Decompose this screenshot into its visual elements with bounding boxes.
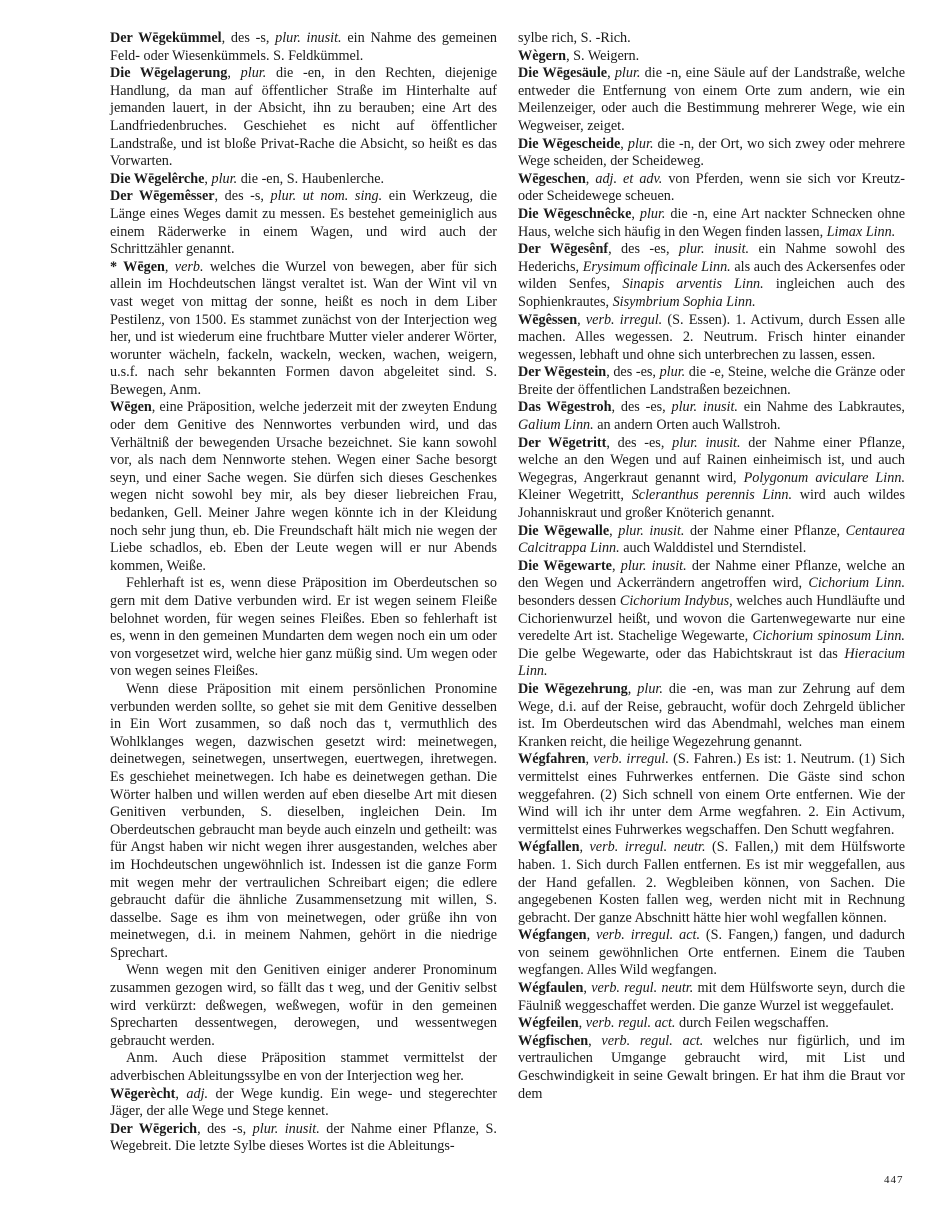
grammar-note: plur. inusit. xyxy=(671,399,738,416)
entry-text: , xyxy=(607,65,615,82)
entry-text: der Wege kundig. Ein wege- und stegerechter Jäger, der alle Wege und Stege kennet. xyxy=(110,1085,497,1120)
headword: Der Wēgerich xyxy=(110,1120,198,1137)
entry-text: , des -es, xyxy=(606,434,673,451)
entry-text: die -e, Steine, welche die Gränze oder Breite der öffentlichen Landstraßen bezeichnen. xyxy=(518,364,905,398)
entry-text: die -en, in den Rechten, diejenige Handlung, da man auf öffentlicher Straße im Hinterhalte auf jemanden lauert, in der Absicht, ihn zu berauben; eine Art des Landfriedenbruches. Geschiehet es nicht auf öffentlicher Landstraße, und ist bloße Privat-Rache die Absicht, so heißt es das Vorwarten. xyxy=(110,65,498,170)
entry-text: besonders dessen xyxy=(518,593,620,609)
headword: Die Wēgelagerung xyxy=(110,65,228,82)
entry-text: die -n, eine Säule auf der Landstraße, welche entweder die Entfernung von einem Orte zum andern, wie ein Meilenzeiger, oder auch die Bestimmung mehrerer Wege, wie ein Wegweiser, zeiget. xyxy=(518,65,905,134)
entry-text: der Nahme einer Pflanze, xyxy=(684,522,846,539)
entry-text: die -n, der Ort, wo sich zwey oder mehrere Wege scheiden, der Scheideweg. xyxy=(518,135,906,170)
entry-text: Kleiner Wegetritt, xyxy=(518,487,632,504)
grammar-note: plur. xyxy=(240,65,267,82)
entry-text: die -en, was man zur Zehrung auf dem Wege, d.i. auf der Reise, gebraucht, wofür doch Zehrgeld üblicher ist. Im Oberdeutschen wird das Abendmahl, welches man einem Kranken reicht, die heilige Wegezehrung genannt. xyxy=(518,680,905,750)
headword: Der Wēgesênf xyxy=(518,241,609,258)
entry-text: welches auch Hundläufte und Cichorienwurzel heißt, und wovon die Gartenwegewarte nur eine veredelte Art ist. Stachelige Wegewarte, xyxy=(518,593,905,645)
continuation-paragraph: Fehlerhaft ist es, wenn diese Präposition im Oberdeutschen so gern mit dem Dative verbunden wird. Er ist wegen seinem Fleiße belohnet worden, für wegen seines Fleißes. Eben so fehlerhaft ist es, wenn in den gemeinen Mundarten dem wegen noch ein um oder von vorgesetzet wird, welche hier ganz müßig sind. Um wegen oder von wegen seines Fleißes. xyxy=(110,575,497,680)
grammar-note: verb. irregul. xyxy=(585,311,663,328)
dictionary-entry xyxy=(518,136,905,171)
entry-text: welches nur figürlich, und im vertraulichen Umgange gebraucht wird, mit List und Geschwindigkeit in seine Gewalt bringen. Er hat ihm die Braut vor dem xyxy=(518,1032,906,1102)
headword: Wēgerècht xyxy=(110,1085,176,1102)
dictionary-entry xyxy=(518,839,905,927)
headword: Der Wēgekümmel xyxy=(110,30,222,46)
entry-text: ein Werkzeug, die Länge eines Weges damit zu messen. Es bestehet gemeiniglich aus einem Räderwerke in einem Wagen, und wird auch der Schrittzähler genannt. xyxy=(110,188,497,258)
headword: Wēgen xyxy=(110,399,152,416)
latin-name: Scleranthus perennis Linn. xyxy=(631,487,793,504)
entry-text: von Pferden, wenn sie sich vor Kreutz- oder Scheidewege scheuen. xyxy=(518,170,906,205)
dictionary-entry xyxy=(518,558,905,681)
headword: Wégfaulen xyxy=(518,980,584,997)
dictionary-entry xyxy=(518,681,905,751)
dictionary-entry xyxy=(518,435,905,523)
entry-text: , xyxy=(611,557,621,574)
headword: Der Wēgemêsser xyxy=(110,188,215,205)
headword: Die Wēgesäule xyxy=(518,65,608,82)
entry-text: , xyxy=(586,927,597,944)
dictionary-entry xyxy=(110,188,497,258)
entry-text: der Nahme einer Pflanze, welche an den Wegen und auf Rainen einheimisch ist, und auch Wegegras, Angerkraut genannt wird, xyxy=(518,434,905,486)
grammar-note: adj. xyxy=(186,1085,209,1102)
headword: Die Wēgewarte xyxy=(518,557,612,574)
latin-name: Centaurea Calcitrappa Linn. xyxy=(518,522,905,557)
dictionary-entry xyxy=(518,751,905,839)
entry-text: , xyxy=(585,751,594,768)
entry-text: wird auch wildes Johanniskraut und großer Knöterich genannt. xyxy=(518,487,906,522)
latin-name: Hieracium Linn. xyxy=(518,645,905,680)
headword: Das Wēgestroh xyxy=(518,399,612,416)
entry-text: (S. Fangen,) fangen, und dadurch von seinem gewöhnlichen Orte entfernen. Einem die Tauben wegfangen. Alles Wild wegfangen. xyxy=(518,927,905,979)
entry-text: ein Nahme des gemeinen Feld- oder Wiesenkümmels. S. Feldkümmel. xyxy=(110,30,497,64)
grammar-note: plur. inusit. xyxy=(672,434,741,451)
grammar-note: verb. xyxy=(174,258,204,275)
entry-text: auch Walddistel und Sterndistel. xyxy=(619,540,807,557)
dictionary-entry xyxy=(518,364,905,399)
entry-text: Die gelbe Wegewarte, oder das Habichtskraut ist das xyxy=(518,645,845,662)
grammar-note: plur. inusit. xyxy=(275,30,342,46)
grammar-note: verb. regul. act. xyxy=(601,1032,704,1049)
entry-text: , xyxy=(204,170,212,187)
continued-text: sylbe rich, S. -Rich. xyxy=(518,30,631,46)
dictionary-entry xyxy=(518,241,905,311)
grammar-note: verb. irregul. act. xyxy=(596,927,700,944)
dictionary-entry xyxy=(518,312,905,365)
entry-text: , xyxy=(585,170,596,187)
entry-text: ein Nahme sowohl des Hederichs, xyxy=(518,241,905,275)
dictionary-entry xyxy=(518,206,905,241)
continuation-paragraph: Wenn diese Präposition mit einem persönlichen Pronomine verbunden werden sollte, so gehet sie mit dem Genitive desselben in Ein Wort zusammen, so daß noch das t, vermuthlich des Wohlklanges wegen, dazwischen gesetzt wird: meinetwegen, deinetwegen, seinetwegen, unsertwegen, euertwegen, ihretwegen. Es geschiehet meinetwegen. Ich habe es deinetwegen gethan. Die Wörter halben und willen werden auf eben dieselbe Art mit diesen Genitiven verbunden, S. dieselben, ingleichen Dein. Im Oberdeutschen gebraucht man beyde auch einzeln und getheilt: was für Angst haben wir nicht wegen ihrer ausgestanden, welches aber im Hochdeutschen ungewöhnlich ist. Indessen ist die ganze Form mit wegen mehr der vertraulichen Schreibart eigen; die edlere gebraucht dafür die ähnliche Zusammensetzung mit willen, S. dasselbe. Sage es ihm von meinetwegen, oder grüße ihn von meinetwegen, d.i. in meinem Nahmen, gehört in die niedrige Sprechart. xyxy=(110,680,497,961)
dictionary-entry xyxy=(518,399,905,434)
grammar-note: plur. inusit. xyxy=(620,557,687,574)
entry-text: , des -s, xyxy=(197,1120,253,1137)
entry-text: , xyxy=(620,135,628,152)
entry-text: , des -es, xyxy=(606,364,660,381)
grammar-note: plur. xyxy=(659,364,686,381)
grammar-note: plur. xyxy=(627,135,654,152)
dictionary-entry xyxy=(110,1086,497,1121)
entry-text: , xyxy=(579,839,590,856)
headword: Wēgeschen xyxy=(518,170,586,187)
dictionary-entry xyxy=(518,523,905,558)
grammar-note: plur. inusit. xyxy=(618,522,685,539)
dictionary-entry xyxy=(518,1015,905,1033)
left-column xyxy=(110,30,497,1156)
dictionary-entry xyxy=(518,1033,905,1103)
headword: Wégfischen xyxy=(518,1032,589,1049)
entry-text: , eine Präposition, welche jederzeit mit der zweyten Endung oder dem Genitive des Nennwortes verbunden wird, und das Verhältniß der bewegenden Ursache bezeichnet. Sie kann sowohl vor, als nach dem Nennworte stehen. Wegen einer Sache besorgt seyn, und einer Sache wegen. Sie dürfen sich dieses Geschenkes wegen nicht sowohl bey mir, als bey dieser liebreichen Frau, bedanken, Gell. Meiner Jahre wegen könnte ich in der Kleidung noch sehr jung thun, eb. Die Freundschaft hält mich nie wegen der Liebe schadlos, eb. Eben der Leute wegen will er nur Abends kommen, Weiße. xyxy=(110,399,497,574)
entry-text: als auch des Ackersenfes oder wilden Senfes, xyxy=(518,258,905,293)
entry-text: , des -s, xyxy=(221,30,276,46)
headword: Wègern xyxy=(518,47,567,64)
latin-name: Galium Linn. xyxy=(518,417,594,434)
continuation-paragraph: Anm. Auch diese Präposition stammet vermittelst der adverbischen Ableitungssylbe en von der Interjection weg her. xyxy=(110,1050,497,1085)
page-number: 447 xyxy=(884,1174,904,1186)
right-column xyxy=(518,30,905,1103)
continuation-paragraph: Wenn wegen mit den Genitiven einiger anderer Pronominum zusammen gezogen wird, so fällt das t weg, und der Genitiv selbst wird verkürzt: deßwegen, weßwegen, wofür in den gemeinen Sprecharten dessentwegen, derowegen, und wessentwegen gebraucht werden. xyxy=(110,962,497,1049)
entry-text: , xyxy=(627,680,638,697)
dictionary-entry xyxy=(518,171,905,206)
grammar-note: plur. inusit. xyxy=(678,241,750,258)
entry-text: , des -s, xyxy=(214,188,271,205)
entry-text: ein Nahme des Labkrautes, xyxy=(737,399,905,416)
entry-text: die -en, S. Haubenlerche. xyxy=(237,170,385,187)
grammar-note: verb. regul. act. xyxy=(585,1015,676,1032)
dictionary-entry xyxy=(110,65,497,171)
entry-text: , xyxy=(588,1032,602,1049)
entry-text: die -n, eine Art nackter Schnecken ohne Haus, welche sich häufig in den Wegen finden lassen, xyxy=(518,205,906,240)
entry-text: welches die Wurzel von bewegen, aber für sich allein im Hochdeutschen längst veraltet ist. Wan der Wint vil vn vast weget von mittag der sonne, heißt es noch in dem Liber Pestilenz, von 1500. Es stammet zunächst von der Interjection weg her, und ist wiederum eine fruchtbare Mutter vieler anderer Wörter, worunter wächeln, fackeln, wackeln, wecken, wachen, weigern, u.s.f. nach sehr bekannten Formen davon abgeleitet sind. S. Bewegen, Anm. xyxy=(110,258,497,398)
headword: Der Wēgestein xyxy=(518,364,607,381)
headword: Wégfahren xyxy=(518,751,586,768)
dictionary-entry xyxy=(518,980,905,1015)
entry-text: mit dem Hülfsworte seyn, durch die Fäulniß weggeschaffet werden. Die ganze Wurzel ist weggefaulet. xyxy=(518,980,905,1014)
grammar-note: verb. regul. neutr. xyxy=(591,980,694,997)
entry-text: , xyxy=(609,522,619,539)
latin-name: Sisymbrium Sophia Linn. xyxy=(612,293,756,310)
grammar-note: plur. xyxy=(637,680,663,697)
headword: Wégfallen xyxy=(518,839,580,856)
latin-name: Limax Linn. xyxy=(826,223,896,240)
grammar-note: verb. irregul. neutr. xyxy=(589,839,706,856)
entry-text: , xyxy=(227,65,241,82)
headword: Die Wēgewalle xyxy=(518,522,610,539)
headword: Wégfeilen xyxy=(518,1015,579,1032)
dictionary-entry xyxy=(518,48,905,66)
dictionary-entry xyxy=(518,65,905,135)
headword: Die Wēgelêrche xyxy=(110,170,205,187)
entry-text: an andern Orten auch Wallstroh. xyxy=(593,417,781,434)
grammar-note: plur. ut nom. sing. xyxy=(270,188,383,205)
grammar-note: plur. inusit. xyxy=(252,1120,320,1137)
headword: Wēgêssen xyxy=(518,311,578,328)
grammar-note: plur. xyxy=(639,205,666,222)
latin-name: Cichorium Linn. xyxy=(808,575,905,592)
entry-text: , xyxy=(577,311,586,328)
headword: Die Wēgeschnêcke xyxy=(518,205,632,222)
dictionary-entry xyxy=(110,171,497,189)
entry-text: , des -es, xyxy=(608,241,679,258)
entry-text: durch Feilen wegschaffen. xyxy=(675,1015,829,1032)
latin-name: Sinapis arventis Linn. xyxy=(622,276,764,293)
entry-text: (S. Fallen,) mit dem Hülfsworte haben. 1. Sich durch Fallen entfernen. Es ist mir weggefallen, aus der Hand gefallen. 2. Wegbleiben können, von Sachen. Die angegebenen Kosten fallen weg, werden nicht mit in Rechnung gebracht. Der ganze Abschnitt hätte hier wohl wegfallen können. xyxy=(518,839,906,926)
entry-text: , xyxy=(631,205,640,222)
entry-text: , S. Weigern. xyxy=(566,47,640,64)
grammar-note: verb. irregul. xyxy=(593,751,669,768)
entry-text: der Nahme einer Pflanze, welche an den Wegen und Ackerrändern angetroffen wird, xyxy=(518,557,906,592)
entry-text: der Nahme einer Pflanze, S. Wegebreit. Die letzte Sylbe dieses Wortes ist die Ableitungs- xyxy=(110,1120,497,1155)
entry-text: , xyxy=(164,258,175,275)
entry-text: , xyxy=(583,980,592,997)
headword: Der Wēgetritt xyxy=(518,434,607,451)
dictionary-entry xyxy=(518,927,905,980)
grammar-note: plur. xyxy=(211,170,238,187)
entry-text: (S. Essen). 1. Activum, durch Essen alle machen. Alles wegessen. 2. Neutrum. Frisch hinter einander wegessen, lebhaft und ohne sich unterbrechen zu lassen, essen. xyxy=(518,311,905,363)
entry-text: ingleichen auch des Sophienkrautes, xyxy=(518,276,905,310)
dictionary-entry xyxy=(110,399,497,575)
grammar-note: plur. xyxy=(614,65,641,82)
dictionary-entry xyxy=(110,1121,497,1156)
latin-name: Polygonum aviculare Linn. xyxy=(743,469,905,486)
headword: * Wēgen xyxy=(110,258,165,275)
headword: Die Wēgescheide xyxy=(518,135,621,152)
headword: Wégfangen xyxy=(518,927,587,944)
entry-text: , des -es, xyxy=(611,399,672,416)
entry-text: , xyxy=(175,1085,187,1102)
dictionary-entry xyxy=(110,259,497,400)
entry-text: , xyxy=(578,1015,586,1032)
dictionary-entry xyxy=(110,30,497,65)
grammar-note: adj. et adv. xyxy=(595,170,663,187)
headword: Die Wēgezehrung xyxy=(518,680,628,697)
entry-text: (S. Fahren.) Es ist: 1. Neutrum. (1) Sich vermittelst eines Fuhrwerkes entfernen. Die Gäste sind schon weggefahren. (2) Sich schnell von einem Orte entfernen. Wie der Wind will ich ihr unter dem Arme wegfahren. 2. Ein Activum, vermittelst eines Fuhrwerkes wegschaffen. Den Schutt wegfahren. xyxy=(518,751,906,838)
latin-name: Cichorium Indybus, xyxy=(619,593,733,609)
latin-name: Erysimum officinale Linn. xyxy=(582,258,731,275)
latin-name: Cichorium spinosum Linn. xyxy=(752,628,905,645)
